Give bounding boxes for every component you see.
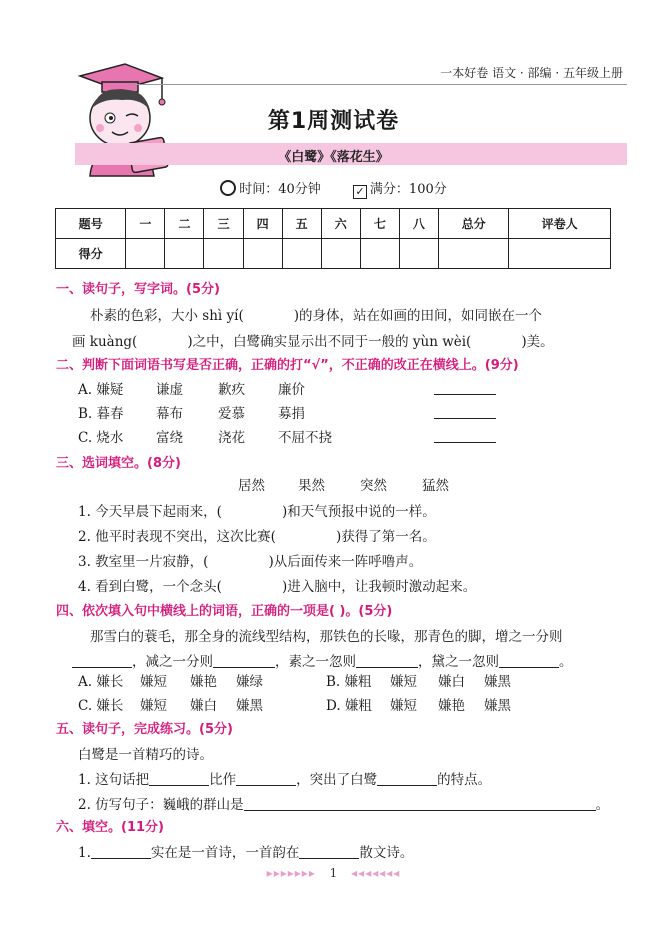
q2-answer-line[interactable] [434, 404, 496, 419]
q4-option-word: 嫌艳 [190, 674, 217, 690]
score-table [55, 208, 611, 269]
score-input-cell[interactable] [509, 239, 611, 269]
q4-option-word: 嫌黑 [484, 674, 511, 690]
q4-text: 。 [559, 654, 573, 670]
q5-text: ，突出了白鹭 [296, 772, 378, 788]
score-input-cell[interactable] [243, 239, 282, 269]
q1-line1 [90, 304, 542, 324]
score-input-cell[interactable] [204, 239, 243, 269]
q4-text: ，减之一分则 [132, 654, 213, 670]
q4-option-word: 嫌艳 [438, 698, 465, 714]
score-table-cell: 七 [360, 209, 399, 239]
q3-text: )和天气预报中说的一样。 [281, 504, 436, 520]
q5-text: 。 [595, 797, 610, 813]
q4-option-word: 嫌白 [438, 674, 465, 690]
q4-text: ，素之一忽则 [275, 654, 356, 670]
q3-text: 1. 今天早晨下起雨来，( [78, 504, 222, 520]
q4-option-word: A. 嫌长 [78, 674, 124, 690]
q4-answer-line[interactable] [356, 653, 418, 668]
score-table-cell: 八 [399, 209, 438, 239]
q4-option-word: B. 嫌粗 [326, 674, 372, 690]
q1-text: )的身体，站在如画的田间，如同嵌在一个 [293, 308, 543, 324]
score-input-cell[interactable] [399, 239, 438, 269]
q3-title: 三、选词填空。(8分) [56, 456, 181, 471]
score-table-cell: 得分 [56, 239, 126, 269]
exam-meta [0, 178, 667, 199]
score-table-cell: 三 [204, 209, 243, 239]
score-table-cell: 一 [126, 209, 165, 239]
score-input-cell[interactable] [165, 239, 204, 269]
q3-text: )进入脑中，让我顿时激动起来。 [281, 579, 477, 595]
score-table-header-row [56, 209, 611, 239]
q3-item [78, 550, 422, 570]
q2-title: 二、判断下面词语书写是否正确，正确的打“√”，不正确的改正在横线上。(9分) [56, 358, 519, 373]
q2-word: C. 烧水 [78, 430, 124, 446]
q4-passage-line2 [72, 650, 573, 670]
q2-answer-line[interactable] [434, 428, 496, 443]
score-input-cell[interactable] [360, 239, 399, 269]
q3-text: 3. 教室里一片寂静，( [78, 554, 209, 570]
q3-text: 2. 他平时表现不突出，这次比赛( [78, 529, 276, 545]
q3-word: 果然 [298, 478, 325, 494]
q5-answer-line[interactable] [236, 771, 296, 786]
q4-option-word: 嫌黑 [236, 698, 263, 714]
q2-word: 浇花 [218, 430, 245, 446]
page-subtitle: 《白鹭》《落花生》 [278, 150, 389, 165]
score-table-score-row [56, 239, 611, 269]
q1-text: )之中，白鹭确实显示出不同于一般的 yùn wèi( [187, 334, 472, 350]
q4-option-word: 嫌短 [140, 698, 167, 714]
q2-word: 募捐 [278, 406, 305, 422]
q3-text: 4. 看到白鹭，一个念头( [78, 579, 222, 595]
q2-word: 歉疚 [218, 382, 245, 398]
page-footer [0, 866, 667, 880]
q5-text: 比作 [209, 772, 237, 788]
q5-item2 [78, 793, 609, 813]
right-arrows-decoration: ◂◂◂◂◂◂◂ [351, 866, 401, 880]
score-table-cell: 六 [321, 209, 360, 239]
q4-title: 四、依次填入句中横线上的词语，正确的一项是( )。(5分) [56, 604, 393, 619]
score-input-cell[interactable] [321, 239, 360, 269]
q2-word: 爱慕 [218, 406, 245, 422]
score-table-cell: 五 [282, 209, 321, 239]
time-text: 时间：40分钟 [239, 182, 321, 197]
q3-word: 突然 [360, 478, 387, 494]
q4-text: ，黛之一忽则 [418, 654, 499, 670]
q4-answer-line[interactable] [213, 653, 275, 668]
q6-text: 散文诗。 [359, 845, 414, 861]
score-table-cell: 二 [165, 209, 204, 239]
check-icon: ✓ [353, 185, 367, 199]
q5-answer-line[interactable] [377, 771, 437, 786]
q6-item1 [78, 841, 413, 861]
q1-text: )美。 [521, 334, 554, 350]
q6-answer-line[interactable] [91, 844, 151, 859]
score-input-cell[interactable] [438, 239, 508, 269]
q1-text: 画 kuàng( [72, 334, 138, 350]
q2-word: 幕布 [156, 406, 183, 422]
q6-text: 1. [78, 845, 91, 861]
score-table-cell: 总分 [438, 209, 508, 239]
q5-title: 五、读句子，完成练习。(5分) [56, 722, 233, 737]
q3-word: 猛然 [422, 478, 449, 494]
q3-word: 居然 [238, 478, 265, 494]
q5-answer-line[interactable] [149, 771, 209, 786]
q5-answer-line[interactable] [244, 796, 596, 811]
q4-option-word: D. 嫌粗 [326, 698, 372, 714]
score-input-cell[interactable] [282, 239, 321, 269]
q4-options [78, 670, 578, 720]
q2-word: 不屈不挠 [278, 430, 332, 446]
full-score-text: 满分：100分 [369, 182, 447, 197]
q4-option-word: 嫌绿 [236, 674, 263, 690]
q4-passage-line1: 那雪白的蓑毛，那全身的流线型结构，那铁色的长喙，那青色的脚，增之一分则 [90, 629, 563, 645]
score-table-cell: 题号 [56, 209, 126, 239]
score-table-cell: 评卷人 [509, 209, 611, 239]
q5-text: 的特点。 [437, 772, 492, 788]
q5-text: 1. 这句话把 [78, 772, 150, 788]
q4-option-word: 嫌白 [190, 698, 217, 714]
q3-text: )从后面传来一阵呼噜声。 [268, 554, 423, 570]
q1-text: 朴素的色彩，大小 shì yí( [90, 308, 244, 324]
q3-item [78, 500, 436, 520]
q6-answer-line[interactable] [299, 844, 359, 859]
q1-title: 一、读句子，写字词。(5分) [56, 282, 220, 297]
page-title: 第1周测试卷 [267, 109, 400, 134]
page-number: 1 [329, 866, 338, 880]
q3-item [78, 575, 476, 595]
q2-answer-line[interactable] [434, 380, 496, 395]
q3-item [78, 525, 436, 545]
q4-answer-line[interactable] [499, 653, 559, 668]
q4-option-word: 嫌短 [140, 674, 167, 690]
q5-text: 2. 仿写句子：巍峨的群山是 [78, 797, 244, 813]
clock-icon [220, 180, 236, 196]
q5-item1 [78, 768, 491, 788]
q2-rows [78, 378, 598, 448]
q4-option-word: 嫌短 [390, 698, 417, 714]
q6-title: 六、填空。(11分) [56, 820, 164, 835]
header-divider [130, 84, 627, 85]
q5-sentence: 白鹭是一首精巧的诗。 [78, 747, 213, 763]
q4-option-word: C. 嫌长 [78, 698, 124, 714]
score-info [353, 182, 447, 197]
q1-line2 [72, 330, 554, 350]
q2-word: 富绕 [156, 430, 183, 446]
q4-option-word: 嫌黑 [484, 698, 511, 714]
q2-word: 廉价 [278, 382, 305, 398]
q6-text: 实在是一首诗，一首韵在 [150, 845, 300, 861]
time-info [220, 182, 321, 197]
q3-text: )获得了第一名。 [335, 529, 436, 545]
q2-word: B. 暮春 [78, 406, 124, 422]
score-table-cell: 四 [243, 209, 282, 239]
q4-option-word: 嫌短 [390, 674, 417, 690]
left-arrows-decoration: ▸▸▸▸▸▸▸ [266, 866, 316, 880]
q3-word-bank [238, 474, 478, 494]
q2-word: 谦虚 [156, 382, 183, 398]
score-input-cell[interactable] [126, 239, 165, 269]
q4-answer-line[interactable] [72, 653, 132, 668]
series-label: 一本好卷 语文 · 部编 · 五年级上册 [440, 66, 623, 80]
q2-word: A. 嫌疑 [78, 382, 124, 398]
